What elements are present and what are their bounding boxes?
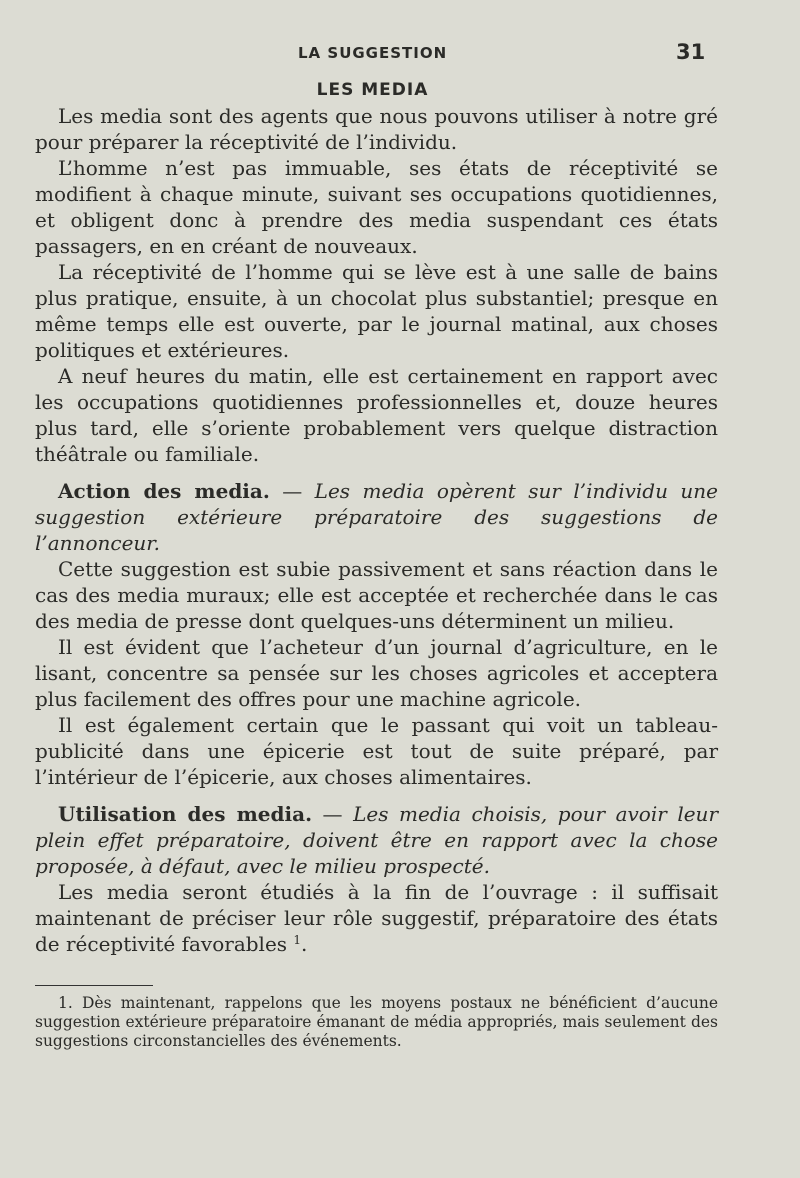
paragraph: Il est évident que l’acheteur d’un journal d’agriculture, en le lisant, concentre sa pensée sur les choses agricoles et acceptera plus facilement des offres pour une machine agricole. [35,635,718,711]
run-in-heading: Utilisation des media. [58,802,313,826]
paragraph: Les media sont des agents que nous pouvons utiliser à notre gré pour préparer la réceptivité de l’individu. [35,104,718,154]
paragraph-text: Les media seront étudiés à la fin de l’ouvrage : il suffisait maintenant de préciser leur rôle suggestif, préparatoire des états de réceptivité favorables [35,880,718,956]
running-title: LA SUGGESTION [298,44,448,62]
paragraph [35,879,718,957]
run-in-heading: Action des media. [58,479,270,503]
paragraph-end: . [301,932,308,956]
italic-statement: Les media choisis, pour avoir leur plein effet préparatoire, doivent être en rapport avec la chose proposée, à défaut, avec le milieu prospecté. [35,802,718,878]
paragraph: La réceptivité de l’homme qui se lève est à une salle de bains plus pratique, ensuite, à un chocolat plus substantiel; presque en même temps elle est ouverte, par le journal matinal, aux choses politiques et extérieures. [35,260,718,362]
paragraph: A neuf heures du matin, elle est certainement en rapport avec les occupations quotidiennes professionnelles et, douze heures plus tard, elle s’oriente probablement vers quelque distraction théâtrale ou familiale. [35,364,718,466]
paragraph: Cette suggestion est subie passivement et sans réaction dans le cas des media muraux; elle est acceptée et recherchée dans le cas des media de presse dont quelques-uns déterminent un milieu. [35,557,718,633]
paragraph: Il est également certain que le passant qui voit un tableau-publicité dans une épicerie est tout de suite préparé, par l’intérieur de l’épicerie, aux choses alimentaires. [35,713,718,789]
footnote-reference[interactable]: 1 [293,933,302,947]
paragraph-utilisation-des-media [35,801,718,879]
paragraph: L’homme n’est pas immuable, ses états de réceptivité se modifient à chaque minute, suivant ses occupations quotidiennes, et obligent donc à prendre des media suspendant ces états passagers, en en créant de nouveaux. [35,156,718,258]
page-number: 31 [676,40,706,64]
running-header [0,40,800,70]
em-dash: — [269,479,315,503]
section-title: LES MEDIA [316,80,429,100]
footnote-rule [35,985,153,986]
em-dash: — [312,802,354,826]
italic-statement: Les media opèrent sur l’individu une suggestion extérieure préparatoire des suggestions de l’annonceur. [35,479,718,555]
footnote: 1. Dès maintenant, rappelons que les moyens postaux ne bénéficient d’aucune suggestion extérieure préparatoire émanant de média appropriés, mais seulement des suggestions circonstancielles des événements. [35,994,718,1050]
paragraph-action-des-media [35,478,718,556]
body-text [35,103,718,957]
